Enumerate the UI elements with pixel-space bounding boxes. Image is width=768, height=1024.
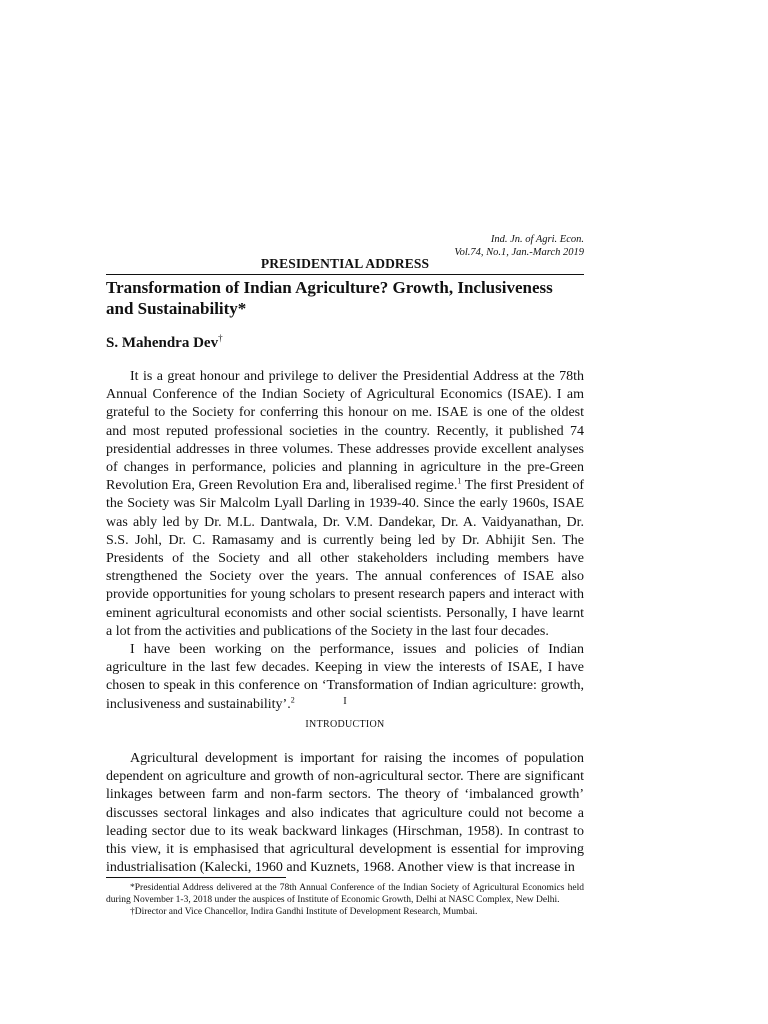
heading-rule <box>106 274 584 275</box>
author-name: S. Mahendra Dev <box>106 335 219 351</box>
footnote: †Director and Vice Chancellor, Indira Gandhi Institute of Development Research, Mumbai. <box>130 907 478 917</box>
section-heading: PRESIDENTIAL ADDRESS <box>260 256 430 271</box>
paragraph: Agricultural development is important for raising the incomes of population dependent on agriculture and growth of non-agricultural sector. There are significant linkages between farm and non-farm sectors. The theory of ‘imbalanced growth’ discusses sectoral linkages and also indicates that agriculture could not become a leading sector due to its weak backward linkages (Hirschman, 1958). In contrast to this view, it is emphasised that agricultural development is essential for improving industrialisation (Kalecki, 1960 and Kuznets, 1968. Another view is that increase in <box>106 751 584 876</box>
section-title: INTRODUCTION <box>305 719 385 730</box>
paragraph <box>106 368 584 641</box>
paper-title: Transformation of Indian Agriculture? Growth, Inclusiveness and Sustainability* <box>106 278 553 318</box>
paragraph-text: It is a great honour and privilege to deliver the Presidential Address at the 78th Annual Conference of the Indian Society of Agricultural Economics (ISAE). I am grateful to the Society for conferring this honour on me. ISAE is one of the oldest and most reputed professional societies in the country. Recently, it published 74 presidential addresses in three volumes. These addresses provide excellent analyses of changes in performance, policies and planning in agriculture in the pre-Green Revolution Era, Green Revolution Era and, liberalised regime. <box>106 369 584 494</box>
author-footnote-mark: † <box>218 333 223 343</box>
section-number: I <box>343 696 347 707</box>
footnotes <box>106 882 584 918</box>
footnote-ref: 2 <box>290 695 295 704</box>
journal-name: Ind. Jn. of Agri. Econ. <box>490 234 584 245</box>
intro-text <box>106 750 584 877</box>
footnote-rule <box>106 877 286 878</box>
paragraph-text: I have been working on the performance, issues and policies of Indian agriculture in the last few decades. Keeping in view the interests of ISAE, I have chosen to speak in this conference on ‘Transformation of Indian agriculture: growth, inclusiveness and sustainability’. <box>106 642 584 712</box>
author-line <box>106 333 223 352</box>
footnote: *Presidential Address delivered at the 78th Annual Conference of the Indian Society of Agricultural Economics held during November 1-3, 2018 under the auspices of Institute of Economic Growth, Delhi at NASC Complex, New Delhi. <box>106 883 584 905</box>
body-text <box>106 368 584 714</box>
footnote-ref: 1 <box>457 476 462 486</box>
paragraph-text: The first President of the Society was Sir Malcolm Lyall Darling in 1939-40. Since the early 1960s, ISAE was ably led by Dr. M.L. Dantwala, Dr. V.M. Dandekar, Dr. A. Vaidyanathan, Dr. S.S. Johl, Dr. C. Ramasamy and is currently being led by Dr. Abhijit Sen. The Presidents of the Society and all other stakeholders including members have strengthened the Society over the years. The annual conferences of ISAE also provide opportunities for young scholars to present research papers and interact with eminent agricultural economists and other social scientists. Personally, I have learnt a lot from the activities and publications of the Society in the last four decades. <box>106 478 584 639</box>
journal-volume: Vol.74, No.1, Jan.-March 2019 <box>454 247 584 258</box>
